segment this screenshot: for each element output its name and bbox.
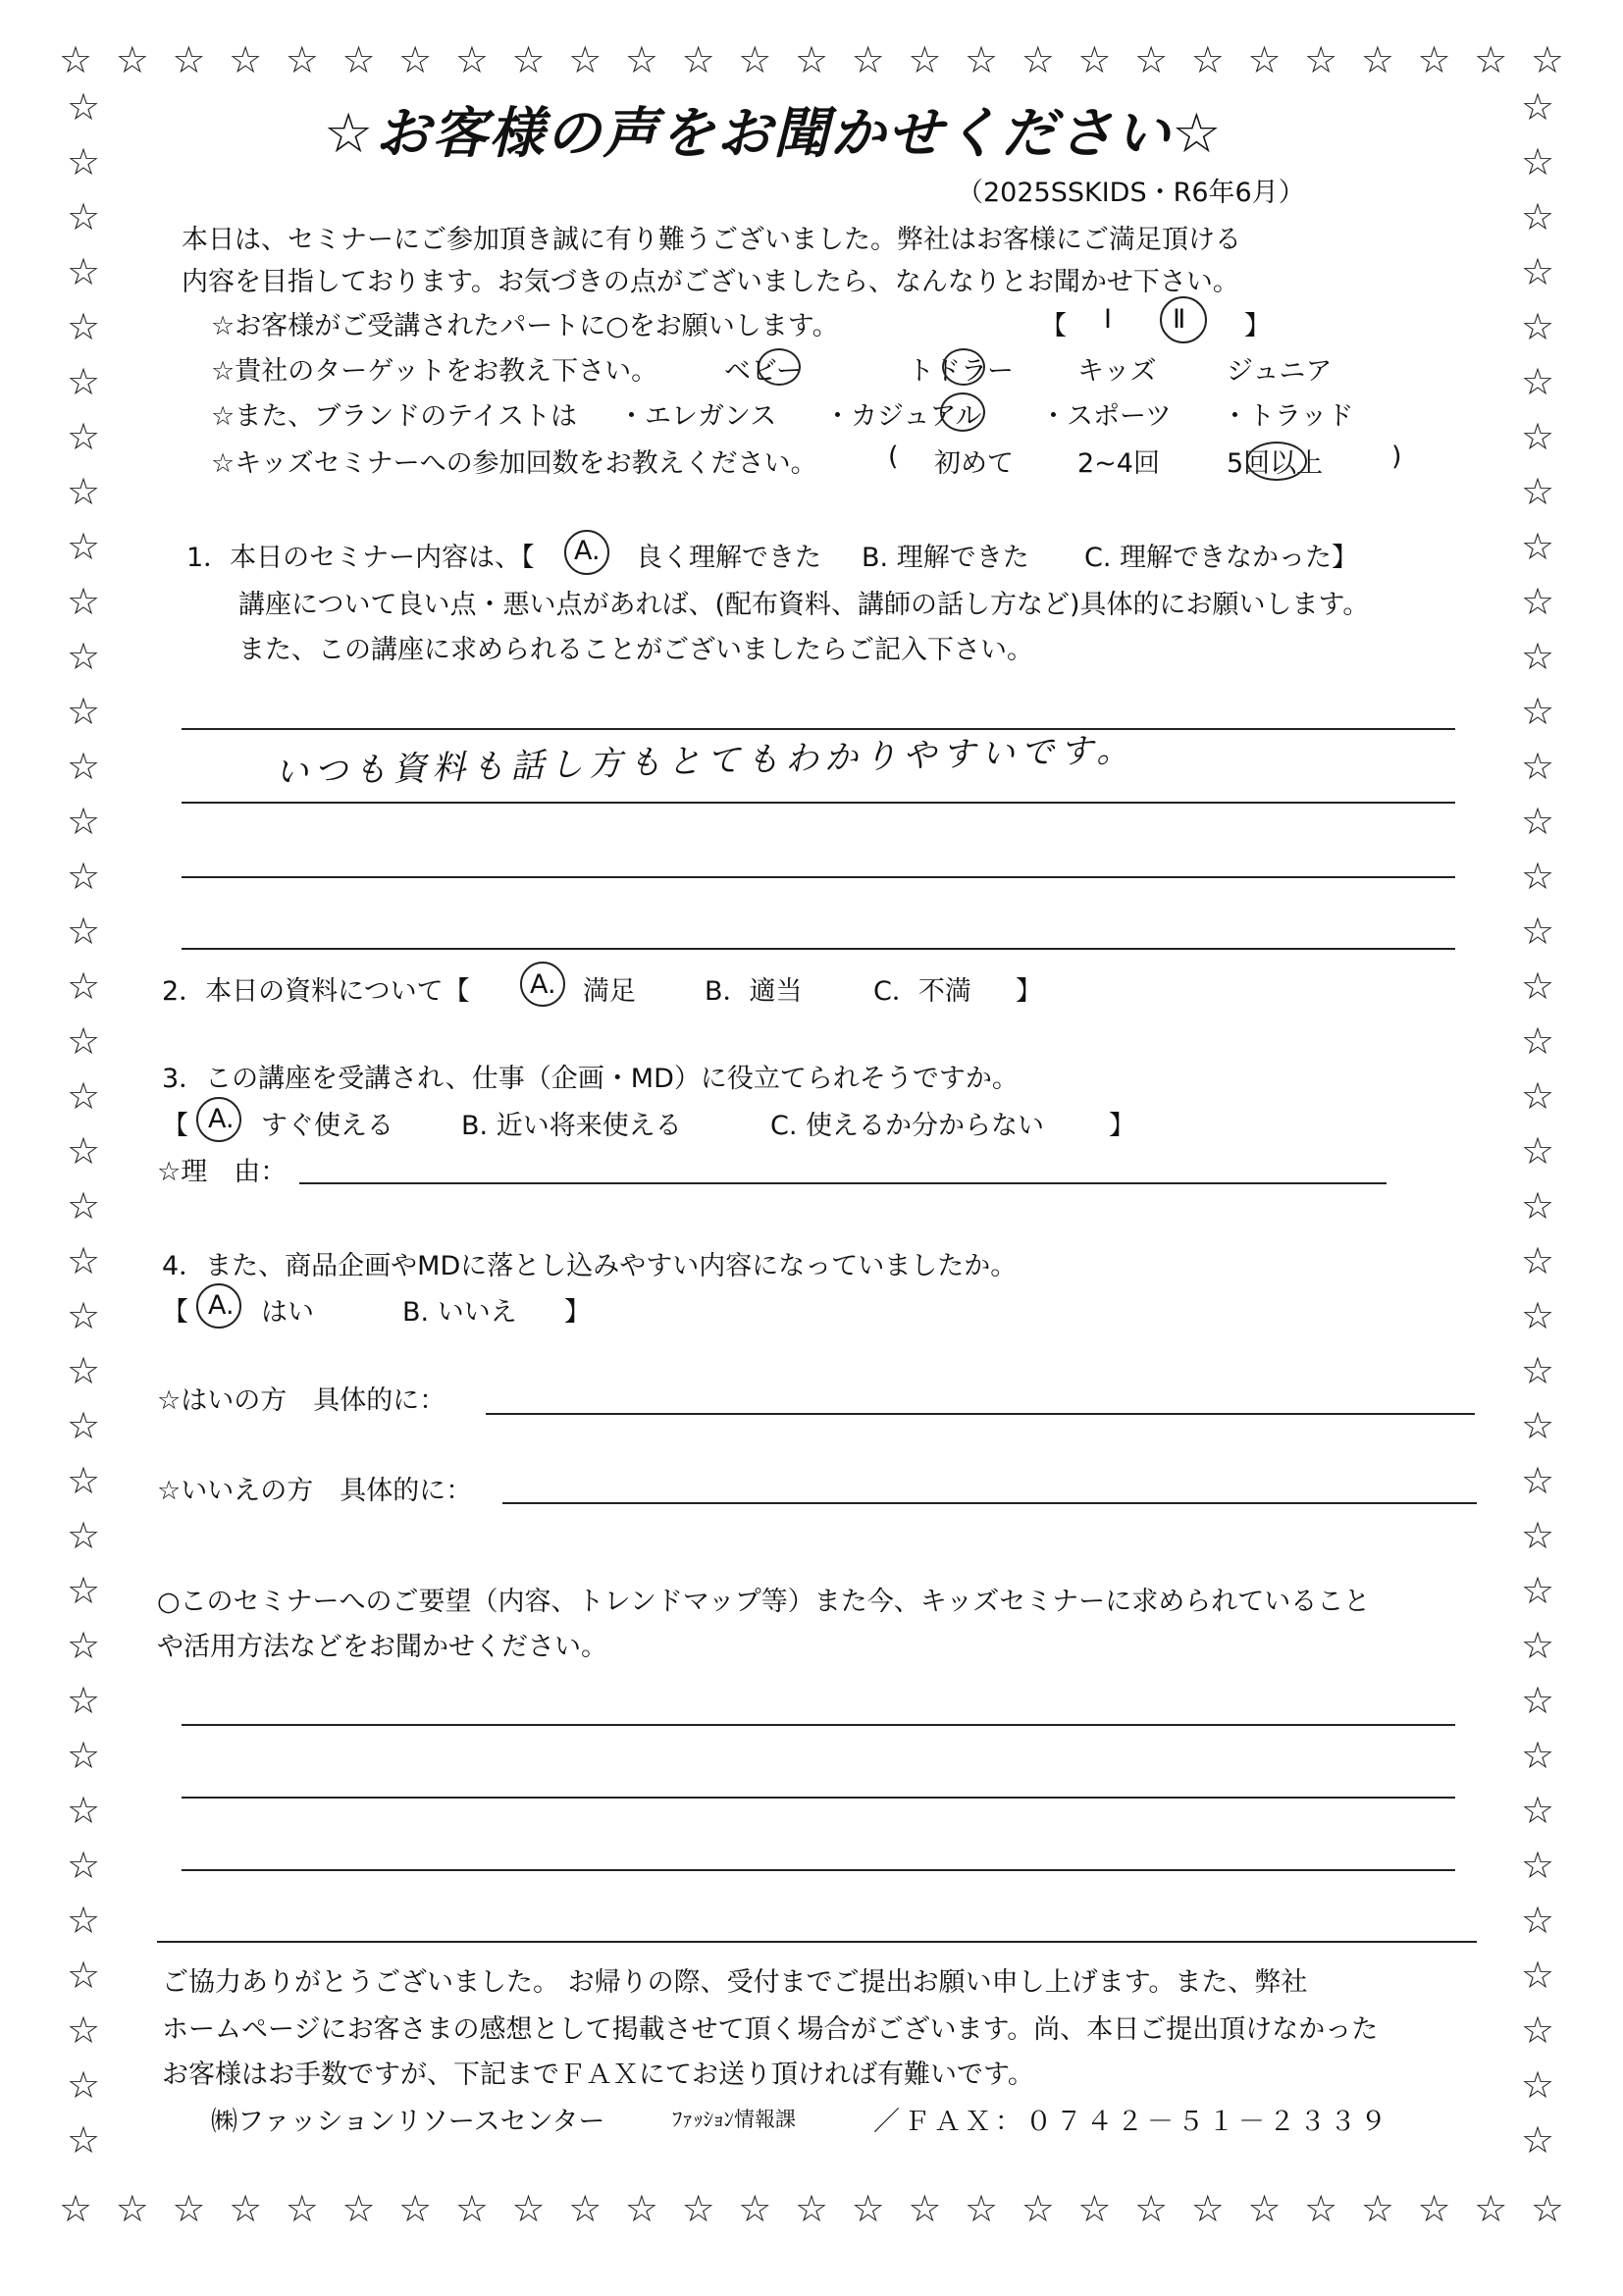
q3-open: 【	[162, 1111, 188, 1141]
star-icon: ☆	[67, 1899, 101, 1942]
star-icon: ☆	[67, 1954, 101, 1997]
q4-no-line[interactable]	[502, 1502, 1477, 1504]
star-border-left	[67, 85, 101, 2162]
q4-option-b[interactable]: B. いいえ	[402, 1297, 517, 1328]
star-icon: ☆	[1521, 1239, 1555, 1282]
star-icon: ☆	[1521, 1019, 1555, 1063]
star-icon: ☆	[1521, 1844, 1555, 1887]
star-icon: ☆	[67, 1569, 101, 1612]
star-icon: ☆	[67, 1844, 101, 1887]
star-icon: ☆	[1521, 1459, 1555, 1502]
star-icon: ☆	[908, 2187, 942, 2230]
star-icon: ☆	[67, 250, 101, 293]
target-option-toddler[interactable]: トドラー	[908, 356, 1014, 387]
star-icon: ☆	[67, 470, 101, 513]
count-open: (	[888, 442, 899, 472]
star-icon: ☆	[1521, 195, 1555, 238]
star-icon: ☆	[1304, 2187, 1338, 2230]
fax-number: ／ＦＡＸ：０７４２－５１－２３３９	[873, 2107, 1390, 2137]
star-icon: ☆	[1521, 85, 1555, 129]
star-icon: ☆	[511, 38, 546, 81]
star-icon: ☆	[1360, 38, 1394, 81]
star-icon: ☆	[1417, 2187, 1451, 2230]
star-icon: ☆	[454, 2187, 489, 2230]
star-icon: ☆	[1521, 1899, 1555, 1942]
star-icon: ☆	[67, 1734, 101, 1777]
star-icon: ☆	[1134, 2187, 1169, 2230]
q1-option-a[interactable]: A.	[574, 536, 601, 566]
star-icon: ☆	[1521, 415, 1555, 458]
star-icon: ☆	[67, 1349, 101, 1392]
star-icon: ☆	[67, 2009, 101, 2052]
star-icon: ☆	[624, 2187, 658, 2230]
star-icon: ☆	[285, 38, 319, 81]
star-icon: ☆	[1521, 1404, 1555, 1447]
star-icon: ☆	[1521, 1569, 1555, 1612]
star-icon: ☆	[67, 580, 101, 623]
star-icon: ☆	[1077, 2187, 1112, 2230]
star-icon: ☆	[624, 38, 658, 81]
q1-answer-line-3	[182, 876, 1455, 878]
star-icon: ☆	[851, 2187, 885, 2230]
part-option-2-circle	[1160, 296, 1207, 343]
q2-option-a[interactable]: A.	[530, 969, 556, 1000]
star-icon: ☆	[568, 2187, 602, 2230]
q3-a-circle	[196, 1097, 241, 1142]
star-icon: ☆	[1521, 2118, 1555, 2162]
star-icon: ☆	[67, 855, 101, 898]
star-icon: ☆	[67, 1129, 101, 1173]
star-icon: ☆	[67, 1624, 101, 1667]
target-toddler-circle	[942, 348, 985, 386]
star-icon: ☆	[398, 2187, 433, 2230]
q5-answer-line-3[interactable]	[182, 1869, 1455, 1871]
footer-line-3: お客様はお手数ですが、下記までＦＡＸにてお送り頂ければ有難いです。	[162, 2060, 1034, 2090]
star-icon: ☆	[67, 360, 101, 403]
taste-casual-circle	[940, 392, 985, 432]
intro-line-2: 内容を目指しております。お気づきの点がございましたら、なんなりとお聞かせ下さい。	[182, 267, 1239, 297]
q2-option-b[interactable]: B．適当	[705, 976, 803, 1007]
q3-reason-line[interactable]	[299, 1182, 1387, 1184]
star-icon: ☆	[398, 38, 433, 81]
q1-answer-line-4	[182, 948, 1455, 950]
q3-option-a[interactable]: A.	[208, 1104, 235, 1134]
star-icon: ☆	[1521, 910, 1555, 953]
company-name: ㈱ファッションリソースセンター	[211, 2107, 605, 2137]
star-icon: ☆	[1521, 965, 1555, 1008]
q5-answer-line-2[interactable]	[182, 1797, 1455, 1799]
star-icon: ☆	[67, 1184, 101, 1227]
star-icon: ☆	[67, 1404, 101, 1447]
star-icon: ☆	[1417, 38, 1451, 81]
star-icon: ☆	[67, 305, 101, 348]
star-icon: ☆	[1190, 38, 1225, 81]
star-icon: ☆	[341, 38, 376, 81]
star-icon: ☆	[738, 2187, 772, 2230]
star-icon: ☆	[1521, 1789, 1555, 1832]
taste-option-sports[interactable]: ・スポーツ	[1040, 401, 1172, 432]
q4-yes-line[interactable]	[486, 1413, 1475, 1415]
star-icon: ☆	[1521, 745, 1555, 788]
star-icon: ☆	[1474, 38, 1508, 81]
target-baby-circle	[758, 348, 801, 386]
star-icon: ☆	[341, 2187, 376, 2230]
intro-line-1: 本日は、セミナーにご参加頂き誠に有り難うございました。弊社はお客様にご満足頂ける	[182, 225, 1241, 255]
q3-close: 】	[1109, 1111, 1135, 1141]
star-icon: ☆	[1521, 1734, 1555, 1777]
star-icon: ☆	[568, 38, 602, 81]
q1-line-3: また、この講座に求められることがございましたらご記入下さい。	[238, 635, 1033, 665]
star-icon: ☆	[59, 38, 93, 81]
q1-line-2: 講座について良い点・悪い点があれば、(配布資料、講師の話し方など)具体的にお願いします。	[238, 590, 1370, 620]
q4-open: 【	[162, 1297, 188, 1328]
q5-line-2: や活用方法などをお聞かせください。	[157, 1632, 607, 1662]
star-icon: ☆	[454, 38, 489, 81]
star-icon: ☆	[1521, 1184, 1555, 1227]
star-icon: ☆	[1521, 470, 1555, 513]
star-icon: ☆	[67, 140, 101, 183]
part-open-bracket: 【	[1040, 311, 1067, 341]
star-icon: ☆	[1521, 250, 1555, 293]
star-icon: ☆	[67, 800, 101, 843]
q1-a-circle	[564, 530, 609, 575]
part-close-bracket: 】	[1244, 311, 1271, 341]
taste-option-elegance[interactable]: ・エレガンス	[618, 401, 777, 432]
star-icon: ☆	[1021, 38, 1055, 81]
star-icon: ☆	[115, 38, 149, 81]
star-icon: ☆	[67, 85, 101, 129]
q2-option-c[interactable]: C．不満	[873, 976, 971, 1007]
star-icon: ☆	[1521, 1074, 1555, 1118]
star-icon: ☆	[1530, 2187, 1564, 2230]
star-icon: ☆	[115, 2187, 149, 2230]
star-icon: ☆	[1521, 1514, 1555, 1557]
count-5plus-circle	[1246, 442, 1307, 481]
star-icon: ☆	[1521, 635, 1555, 678]
star-icon: ☆	[965, 38, 999, 81]
q1-answer-line-1	[182, 728, 1455, 730]
star-icon: ☆	[1521, 690, 1555, 733]
q1-answer-line-2	[182, 802, 1455, 804]
count-option-5plus[interactable]: 5回以上	[1227, 448, 1324, 479]
star-icon: ☆	[67, 1019, 101, 1063]
q5-answer-line-4[interactable]	[157, 1941, 1477, 1943]
part-option-1[interactable]: Ⅰ	[1104, 304, 1112, 335]
page-title: ☆お客様の声をお聞かせください☆	[324, 102, 1224, 166]
target-option-junior[interactable]: ジュニア	[1227, 356, 1333, 387]
taste-question: ☆また、ブランドのテイストは	[211, 401, 578, 432]
star-icon: ☆	[1521, 305, 1555, 348]
star-icon: ☆	[1521, 360, 1555, 403]
star-icon: ☆	[908, 38, 942, 81]
star-icon: ☆	[1021, 2187, 1055, 2230]
q4-option-a-text: はい	[261, 1297, 314, 1328]
q2-label: 2．本日の資料について【	[162, 976, 470, 1007]
star-icon: ☆	[67, 690, 101, 733]
taste-option-trad[interactable]: ・トラッド	[1222, 401, 1354, 432]
star-icon: ☆	[511, 2187, 546, 2230]
star-icon: ☆	[1521, 1294, 1555, 1337]
star-icon: ☆	[1530, 38, 1564, 81]
footer-line-2: ホームページにお客さまの感想として掲載させて頂く場合がございます。尚、本日ご提出頂けなかった	[162, 2014, 1379, 2045]
star-icon: ☆	[59, 2187, 93, 2230]
q4-label: 4．また、商品企画やMDに落とし込みやすい内容になっていましたか。	[162, 1251, 1018, 1281]
star-icon: ☆	[67, 965, 101, 1008]
star-icon: ☆	[1247, 38, 1282, 81]
star-icon: ☆	[1077, 38, 1112, 81]
star-icon: ☆	[172, 2187, 206, 2230]
star-icon: ☆	[67, 1239, 101, 1282]
star-icon: ☆	[67, 1679, 101, 1722]
star-icon: ☆	[1521, 140, 1555, 183]
department: ﾌｧｯｼｮﾝ情報課	[672, 2108, 796, 2131]
star-icon: ☆	[67, 910, 101, 953]
target-option-kids[interactable]: キッズ	[1077, 356, 1157, 387]
q4-option-a[interactable]: A.	[208, 1290, 235, 1321]
count-close: )	[1391, 442, 1402, 472]
star-icon: ☆	[67, 1294, 101, 1337]
star-icon: ☆	[229, 38, 263, 81]
star-icon: ☆	[1521, 580, 1555, 623]
q1-handwritten-answer: いつも資料も話し方もとてもわかりやすいです。	[274, 730, 1136, 793]
star-border-right	[1521, 85, 1555, 2162]
q5-answer-line-1[interactable]	[182, 1724, 1455, 1726]
star-icon: ☆	[738, 38, 772, 81]
q4-no-label: ☆いいえの方 具体的に：	[157, 1476, 473, 1506]
q2-option-a-text: 満足	[583, 976, 636, 1007]
star-icon: ☆	[965, 2187, 999, 2230]
star-icon: ☆	[1521, 1349, 1555, 1392]
star-icon: ☆	[67, 2118, 101, 2162]
star-icon: ☆	[172, 38, 206, 81]
q1-label: 1．本日のセミナー内容は、【	[186, 543, 535, 573]
target-option-baby[interactable]: ベビー	[724, 356, 803, 387]
star-icon: ☆	[1521, 1624, 1555, 1667]
star-icon: ☆	[681, 38, 715, 81]
part-option-2[interactable]: Ⅱ	[1173, 304, 1186, 335]
count-option-first[interactable]: 初めて	[934, 448, 1014, 479]
q1-option-a-text: 良く理解できた	[636, 543, 821, 573]
star-icon: ☆	[67, 1789, 101, 1832]
count-option-2-4[interactable]: 2~4回	[1077, 448, 1160, 479]
survey-code: （2025SSKIDS・R6年6月）	[957, 178, 1305, 208]
star-icon: ☆	[67, 415, 101, 458]
star-icon: ☆	[794, 38, 829, 81]
star-icon: ☆	[1474, 2187, 1508, 2230]
star-icon: ☆	[67, 1074, 101, 1118]
star-icon: ☆	[285, 2187, 319, 2230]
star-icon: ☆	[1521, 1129, 1555, 1173]
q2-close: 】	[1016, 976, 1042, 1007]
star-icon: ☆	[67, 745, 101, 788]
star-icon: ☆	[1134, 38, 1169, 81]
q3-option-b[interactable]: B. 近い将来使える	[461, 1111, 682, 1141]
q4-a-circle	[196, 1283, 241, 1329]
q1-option-c[interactable]: C. 理解できなかった】	[1084, 543, 1359, 573]
star-border-bottom	[59, 2187, 1564, 2230]
star-icon: ☆	[1521, 1954, 1555, 1997]
star-icon: ☆	[1521, 525, 1555, 568]
count-question: ☆キッズセミナーへの参加回数をお教えください。	[211, 448, 817, 479]
q3-reason-label: ☆理 由：	[157, 1157, 288, 1187]
star-icon: ☆	[1360, 2187, 1394, 2230]
star-icon: ☆	[1247, 2187, 1282, 2230]
star-border-top	[59, 38, 1564, 81]
q3-option-c[interactable]: C. 使えるか分からない	[770, 1111, 1045, 1141]
q3-label: 3．この講座を受講され、仕事（企画・MD）に役立てられそうですか。	[162, 1064, 1019, 1094]
q1-option-b[interactable]: B. 理解できた	[862, 543, 1029, 573]
part-question: ☆お客様がご受講されたパートに○をお願いします。	[211, 311, 839, 341]
star-icon: ☆	[67, 1514, 101, 1557]
star-icon: ☆	[67, 195, 101, 238]
star-icon: ☆	[681, 2187, 715, 2230]
star-icon: ☆	[67, 1459, 101, 1502]
q3-option-a-text: すぐ使える	[261, 1111, 393, 1141]
footer-line-1: ご協力ありがとうございました。 お帰りの際、受付までご提出お願い申し上げます。また、弊社	[162, 1967, 1308, 1998]
taste-option-casual[interactable]: ・カジュアル	[824, 401, 982, 432]
q4-close: 】	[564, 1297, 591, 1328]
q5-line-1: ○このセミナーへのご要望（内容、トレンドマップ等）また今、キッズセミナーに求められていること	[157, 1587, 1371, 1617]
star-icon: ☆	[67, 2063, 101, 2107]
star-icon: ☆	[1521, 2009, 1555, 2052]
star-icon: ☆	[1190, 2187, 1225, 2230]
star-icon: ☆	[1521, 800, 1555, 843]
star-icon: ☆	[1521, 1679, 1555, 1722]
star-icon: ☆	[1521, 855, 1555, 898]
star-icon: ☆	[851, 38, 885, 81]
star-icon: ☆	[794, 2187, 829, 2230]
target-question: ☆貴社のターゲットをお教え下さい。	[211, 356, 658, 387]
star-icon: ☆	[67, 635, 101, 678]
star-icon: ☆	[1304, 38, 1338, 81]
star-icon: ☆	[1521, 2063, 1555, 2107]
star-icon: ☆	[229, 2187, 263, 2230]
q2-a-circle	[520, 962, 565, 1007]
q4-yes-label: ☆はいの方 具体的に：	[157, 1385, 446, 1416]
star-icon: ☆	[67, 525, 101, 568]
